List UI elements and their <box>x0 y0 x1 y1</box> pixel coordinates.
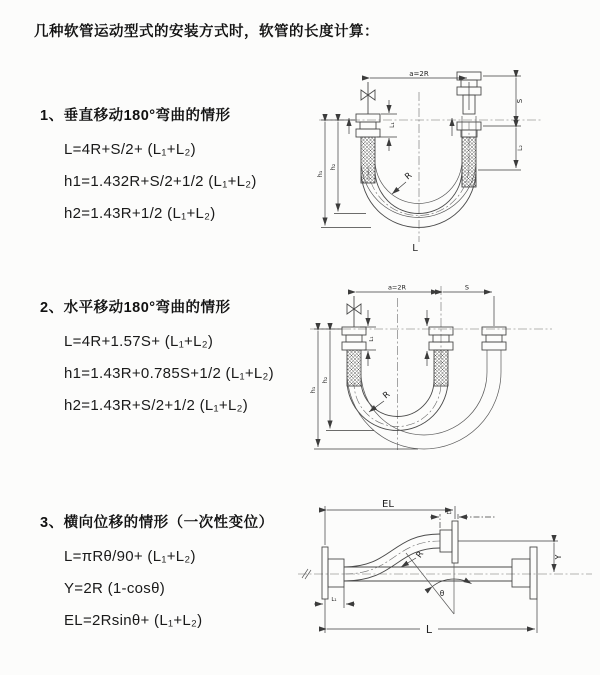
angle-arc <box>432 579 454 587</box>
dim-ext-l2 <box>440 514 496 528</box>
diagram-horizontal-180-bend <box>306 282 558 459</box>
label-radius: R <box>414 549 427 561</box>
dim-ext-right-side <box>478 76 521 170</box>
formula-s1-length: L=4R+S/2+ (L₁+L₂) <box>64 141 196 158</box>
section-horizontal-movement <box>40 296 274 427</box>
hose-centerline <box>368 120 469 215</box>
dim-label-l2: L₂ <box>517 145 524 151</box>
dim-label-h1: h₁ <box>316 170 324 178</box>
section-vertical-movement <box>40 104 257 235</box>
formula-s1-h1: h1=1.432R+S/2+1/2 (L₁+L₂) <box>64 173 257 190</box>
formula-s2-length: L=4R+1.57S+ (L₁+L₂) <box>64 333 214 350</box>
dim-label-s: S <box>516 98 524 104</box>
dim-ext-el <box>325 506 455 545</box>
formula-s3-length: L=πRθ/90+ (L₁+L₂) <box>64 548 196 565</box>
label-radius: R <box>403 170 415 183</box>
dim-label-h1: h₁ <box>309 386 317 394</box>
label-length: L <box>412 243 418 254</box>
braided-hose-section <box>434 350 448 386</box>
dim-label-l1: L₁ <box>389 122 396 128</box>
section-lateral-displacement <box>40 511 274 642</box>
label-theta: θ <box>439 589 445 598</box>
top-flange-displaced <box>440 521 458 563</box>
formula-s3-el: EL=2Rsinθ+ (L₁+L₂) <box>64 612 203 629</box>
formula-s1-h2: h2=1.43R+1/2 (L₁+L₂) <box>64 205 216 222</box>
section-2-heading: 2、水平移动180°弯曲的情形 <box>40 300 231 316</box>
diagram-lateral-displacement <box>296 496 600 646</box>
formula-s3-y: Y=2R (1-cosθ) <box>64 580 166 597</box>
dim-label-h2: h₂ <box>329 163 337 171</box>
dim-label-y: Y <box>554 554 563 560</box>
dim-label-l1: L₁ <box>369 336 375 342</box>
formula-s2-h1: h1=1.43R+0.785S+1/2 (L₁+L₂) <box>64 365 274 382</box>
dim-label-l1: L₁ <box>331 597 337 603</box>
section-1-heading: 1、垂直移动180°弯曲的情形 <box>40 108 231 124</box>
angle-construction <box>406 553 472 614</box>
braided-hose-section <box>347 350 361 386</box>
hose-u-bends <box>347 350 501 449</box>
dim-label-h2: h₂ <box>321 376 329 384</box>
formula-s2-h2: h2=1.43R+S/2+1/2 (L₁+L₂) <box>64 397 249 414</box>
dim-label-s: S <box>464 283 470 292</box>
page-title: 几种软管运动型式的安装方式时，软管的长度计算： <box>34 24 379 40</box>
diagram-vertical-180-bend <box>311 70 550 255</box>
label-radius: R <box>381 389 393 402</box>
hose-centerline <box>344 541 440 574</box>
hose-u-bend <box>361 116 476 227</box>
dim-label-el: EL <box>382 499 394 510</box>
dim-label-l2: L₂ <box>446 510 452 516</box>
section-3-heading: 3、横向位移的情形（一次性变位） <box>40 515 274 531</box>
left-flange-fitting <box>322 547 344 599</box>
right-flange-original <box>512 547 537 599</box>
right-pipe-fitting-moved <box>482 327 506 350</box>
dim-label-l: L <box>425 623 433 636</box>
dim-label-a2r: a=2R <box>387 283 407 292</box>
radius-leader-arrow <box>392 182 406 194</box>
dim-label-a2r: a=2R <box>409 70 429 78</box>
left-pipe-fitting <box>342 327 366 386</box>
